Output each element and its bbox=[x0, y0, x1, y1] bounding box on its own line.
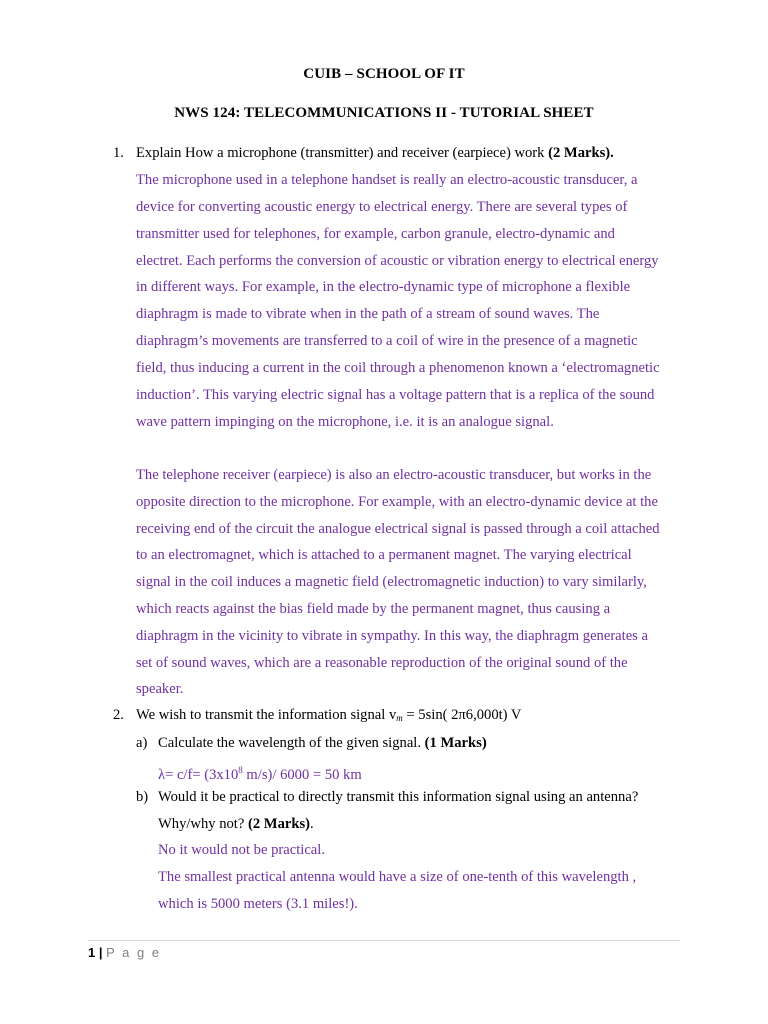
answer-line: receiving end of the circuit the analogue electrical signal is passed through a coil attached bbox=[136, 521, 660, 537]
answer-line: signal in the coil induces a magnetic field (electromagnetic induction) to vary similarly, bbox=[136, 574, 647, 590]
question-1-marks: (2 Marks). bbox=[548, 145, 614, 161]
answer-line: transmitter used for telephones, for example, carbon granule, electro-dynamic and bbox=[136, 226, 615, 242]
answer-line: electret. Each performs the conversion of acoustic or vibration energy to electrical energy bbox=[136, 253, 659, 269]
part-b-trail: . bbox=[310, 816, 314, 832]
answer-line: diaphragm’s movements are transferred to a coil of wire in the presence of a magnetic bbox=[136, 333, 638, 349]
answer-line: device for converting acoustic energy to electrical energy. There are several types of bbox=[136, 199, 628, 215]
answer-line: to an electromagnet, which is attached to a permanent magnet. The varying electrical bbox=[136, 547, 632, 563]
answer-line: wave pattern impinging on the microphone, i.e. it is an analogue signal. bbox=[136, 414, 554, 430]
part-b-question-line-1: Would it be practical to directly transmit this information signal using an antenna? bbox=[158, 789, 639, 805]
answer-line: The telephone receiver (earpiece) is also an electro-acoustic transducer, but works in the bbox=[136, 467, 652, 483]
part-b-answer-line: The smallest practical antenna would have a size of one-tenth of this wavelength , bbox=[158, 869, 637, 885]
part-b-answer-line: No it would not be practical. bbox=[158, 842, 325, 858]
question-2-intro-formula: = 5sin( 2π6,000t) V bbox=[402, 707, 522, 723]
part-a-answer bbox=[158, 761, 362, 784]
page-footer bbox=[88, 945, 161, 960]
answer-line: diaphragm in the vicinity to vibrate in sympathy. In this way, the diaphragm generates a bbox=[136, 628, 648, 644]
part-a-prompt: Calculate the wavelength of the given signal. bbox=[158, 735, 422, 751]
part-b-marks: (2 Marks) bbox=[248, 816, 311, 832]
question-1-text bbox=[136, 144, 614, 162]
part-a-answer-exponent: 8 bbox=[238, 765, 243, 775]
part-b-answer-line: which is 5000 meters (3.1 miles!). bbox=[158, 896, 358, 912]
footer-divider bbox=[88, 940, 680, 941]
part-a-answer-suffix: m/s)/ 6000 = 50 km bbox=[242, 767, 362, 783]
school-heading: CUIB – SCHOOL OF IT bbox=[303, 66, 465, 82]
part-a-question bbox=[158, 734, 487, 752]
answer-line: field, thus inducing a current in the coil through a phenomenon known a ‘electromagnetic bbox=[136, 360, 660, 376]
question-1-number: 1. bbox=[113, 145, 124, 161]
answer-line: in different ways. For example, in the electro-dynamic type of microphone a flexible bbox=[136, 279, 631, 295]
part-a-label: a) bbox=[136, 735, 148, 751]
part-a-answer-prefix: λ= c/f= (3x10 bbox=[158, 767, 239, 783]
page-number: 1 bbox=[88, 945, 96, 960]
part-b-label: b) bbox=[136, 789, 149, 805]
part-b-question-line-2 bbox=[158, 815, 314, 833]
answer-line: which reacts against the bias field made by the permanent magnet, thus causing a bbox=[136, 601, 611, 617]
answer-line: The microphone used in a telephone handset is really an electro-acoustic transducer, a bbox=[136, 172, 638, 188]
part-b-prompt: Why/why not? bbox=[158, 816, 245, 832]
page-separator: | bbox=[98, 945, 103, 960]
answer-line: set of sound waves, which are a reasonable reproduction of the original sound of the bbox=[136, 655, 628, 671]
course-heading: NWS 124: TELECOMMUNICATIONS II - TUTORIAL SHEET bbox=[174, 105, 594, 121]
answer-line: speaker. bbox=[136, 681, 184, 697]
question-2-intro-prefix: We wish to transmit the information signal v bbox=[136, 707, 397, 723]
question-2-intro-subscript: m bbox=[396, 713, 403, 723]
page-label: P a g e bbox=[106, 945, 162, 960]
question-2-intro bbox=[136, 706, 521, 727]
answer-line: diaphragm is made to vibrate when in the path of a stream of sound waves. The bbox=[136, 306, 600, 322]
question-2-number: 2. bbox=[113, 707, 124, 723]
question-1-prompt: Explain How a microphone (transmitter) and receiver (earpiece) work bbox=[136, 145, 545, 161]
part-a-marks: (1 Marks) bbox=[424, 735, 487, 751]
answer-line: opposite direction to the microphone. For example, with an electro-dynamic device at the bbox=[136, 494, 658, 510]
answer-line: induction’. This varying electric signal has a voltage pattern that is a replica of the sound bbox=[136, 387, 655, 403]
